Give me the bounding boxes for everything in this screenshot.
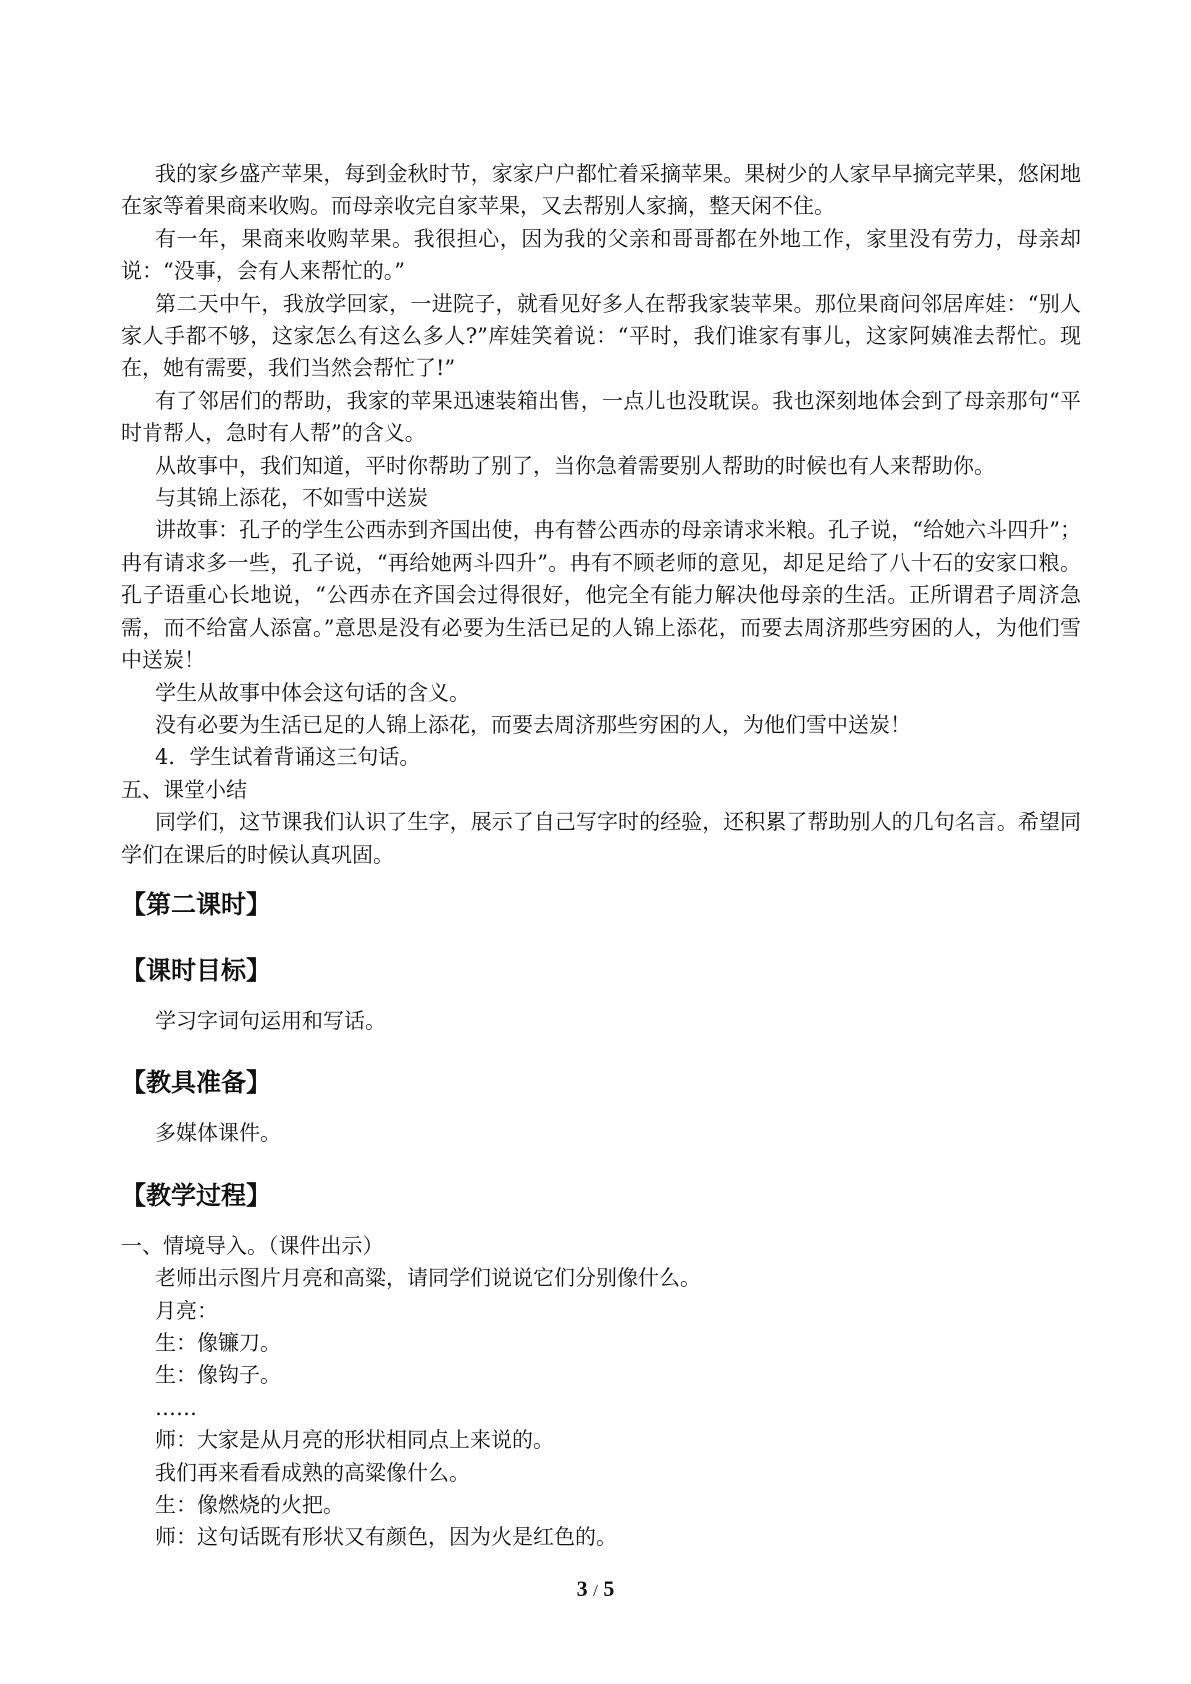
goal-text: 学习字词句运用和写话。 (155, 1008, 386, 1033)
process-line: 师：大家是从月亮的形状相同点上来说的。 (155, 1428, 554, 1453)
step-heading: 一、情境导入。（课件出示） (121, 1233, 384, 1258)
paragraph: 学生从故事中体会这句话的含义。 (155, 680, 470, 705)
proverb-line: 与其锦上添花，不如雪中送炭 (155, 486, 428, 511)
process-line: 生：像镰刀。 (155, 1330, 281, 1355)
heading-tools: 【教具准备】 (121, 1068, 272, 1098)
current-page: 3 (576, 1576, 588, 1601)
summary-paragraph: 同学们，这节课我们认识了生字，展示了自己写字时的经验，还积累了帮助别人的几句名言。希望同学们在课后的时候认真巩固。 (121, 810, 1081, 867)
paragraph: 有了邻居们的帮助，我家的苹果迅速装箱出售，一点儿也没耽误。我也深刻地体会到了母亲那句“平时肯帮人，急时有人帮”的含义。 (121, 388, 1081, 446)
process-line: 师：这句话既有形状又有颜色，因为火是红色的。 (155, 1525, 617, 1550)
process-line: 生：像燃烧的火把。 (155, 1493, 344, 1517)
heading-lesson-two: 【第二课时】 (121, 889, 272, 919)
paragraph: 从故事中，我们知道，平时你帮助了别了，当你急着需要别人帮助的时候也有人来帮助你。 (155, 453, 995, 478)
paragraph: 4．学生试着背诵这三句话。 (155, 745, 421, 770)
paragraph: 讲故事：孔子的学生公西赤到齐国出使，冉有替公西赤的母亲请求米粮。孔子说，“给她六斗四升”；冉有请求多一些，孔子说，“再给她两斗四升”。冉有不顾老师的意见，却足足给了八十石的安家口粮。孔子语重心长地说，“公西赤在齐国会过得很好，他完全有能力解决他母亲的生活。正所谓君子周济急需，而不给富人添富。”意思是没有必要为生活已足的人锦上添花，而要去周济那些穷困的人，为他们雪中送炭！ (121, 518, 1081, 673)
paragraph: 没有必要为生活已足的人锦上添花，而要去周济那些穷困的人，为他们雪中送炭！ (155, 712, 911, 737)
paragraph: 我的家乡盛产苹果，每到金秋时节，家家户户都忙着采摘苹果。果树少的人家早早摘完苹果，悠闲地在家等着果商来收购。而母亲收完自家苹果，又去帮别人家摘，整天闲不住。 (121, 162, 1081, 219)
page-number (0, 1576, 1191, 1602)
paragraph: 有一年，果商来收购苹果。我很担心，因为我的父亲和哥哥都在外地工作，家里没有劳力，母亲却说：“没事，会有人来帮忙的。” (121, 226, 1081, 284)
heading-goal: 【课时目标】 (121, 955, 272, 985)
page-separator: / (593, 1581, 598, 1600)
tools-text: 多媒体课件。 (155, 1121, 281, 1146)
paragraph: 第二天中午，我放学回家，一进院子，就看见好多人在帮我家装苹果。那位果商问邻居库娃：“别人家人手都不够，这家怎么有这么多人?”库娃笑着说：“平时，我们谁家有事儿，这家阿姨准去帮忙。现在，她有需要，我们当然会帮忙了!” (121, 291, 1081, 381)
process-line: 我们再来看看成熟的高粱像什么。 (155, 1460, 470, 1485)
process-line: 月亮： (155, 1298, 218, 1323)
section-heading: 五、课堂小结 (121, 777, 247, 802)
heading-process: 【教学过程】 (121, 1180, 272, 1210)
process-line: 生：像钩子。 (155, 1363, 281, 1388)
total-pages: 5 (603, 1576, 615, 1601)
page-content (121, 158, 1081, 1554)
process-line: …… (155, 1395, 197, 1420)
process-line: 老师出示图片月亮和高粱，请同学们说说它们分别像什么。 (155, 1266, 701, 1291)
